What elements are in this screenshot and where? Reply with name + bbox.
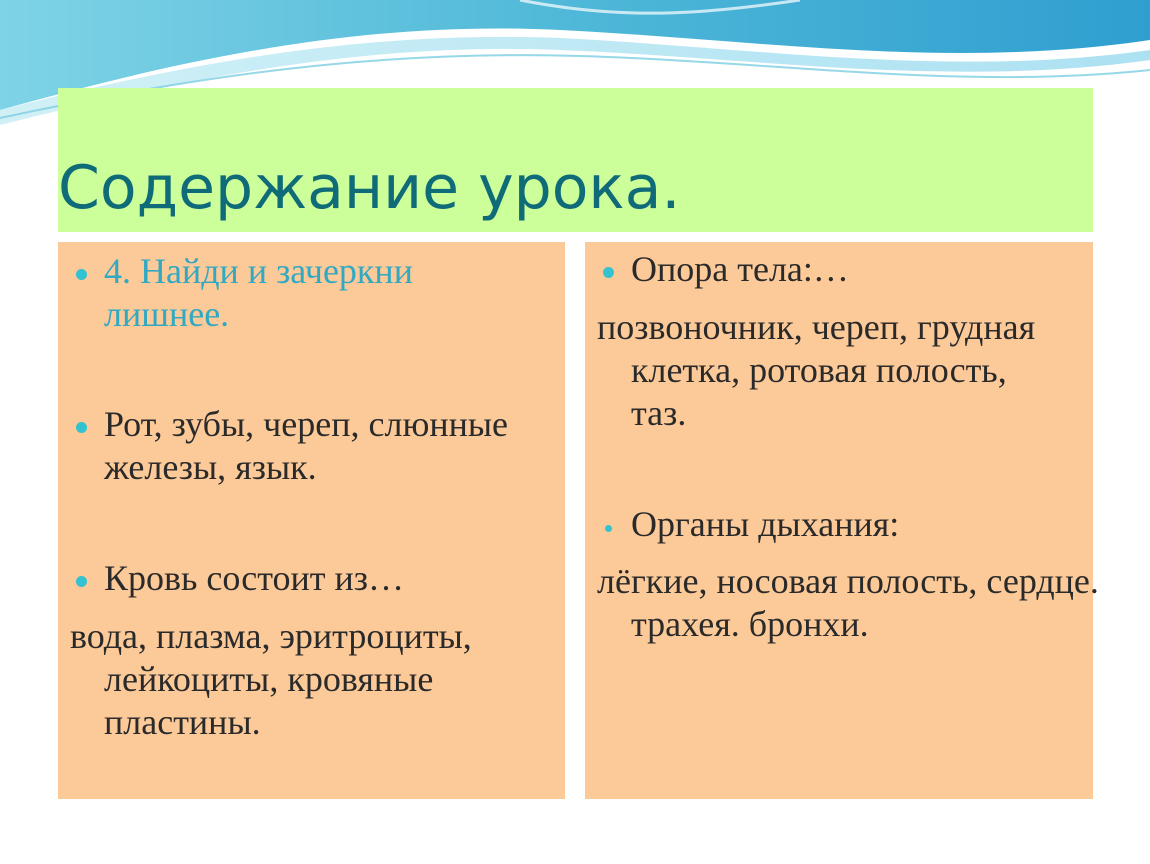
task-item-blood: Кровь состоит из… <box>104 558 405 598</box>
right-content-panel <box>585 242 1099 799</box>
task-item-breathing: Органы дыхания: <box>631 504 900 544</box>
task-answer-support: позвоночник, череп, грудная клетка, ротовая полость, таз. <box>597 307 1036 433</box>
task-item-support: Опора тела:… <box>631 249 849 289</box>
task-answer-breathing: лёгкие, носовая полость, сердце. трахея. бронхи. <box>597 561 1099 644</box>
task-item-mouth: Рот, зубы, череп, слюнные железы, язык. <box>104 404 509 487</box>
task-heading: 4. Найди и зачеркни лишнее. <box>104 251 413 334</box>
left-content-panel <box>58 242 565 799</box>
task-answer-blood: вода, плазма, эритроциты, лейкоциты, кровяные пластины. <box>70 616 472 742</box>
page-title: Содержание урока. <box>58 153 681 223</box>
